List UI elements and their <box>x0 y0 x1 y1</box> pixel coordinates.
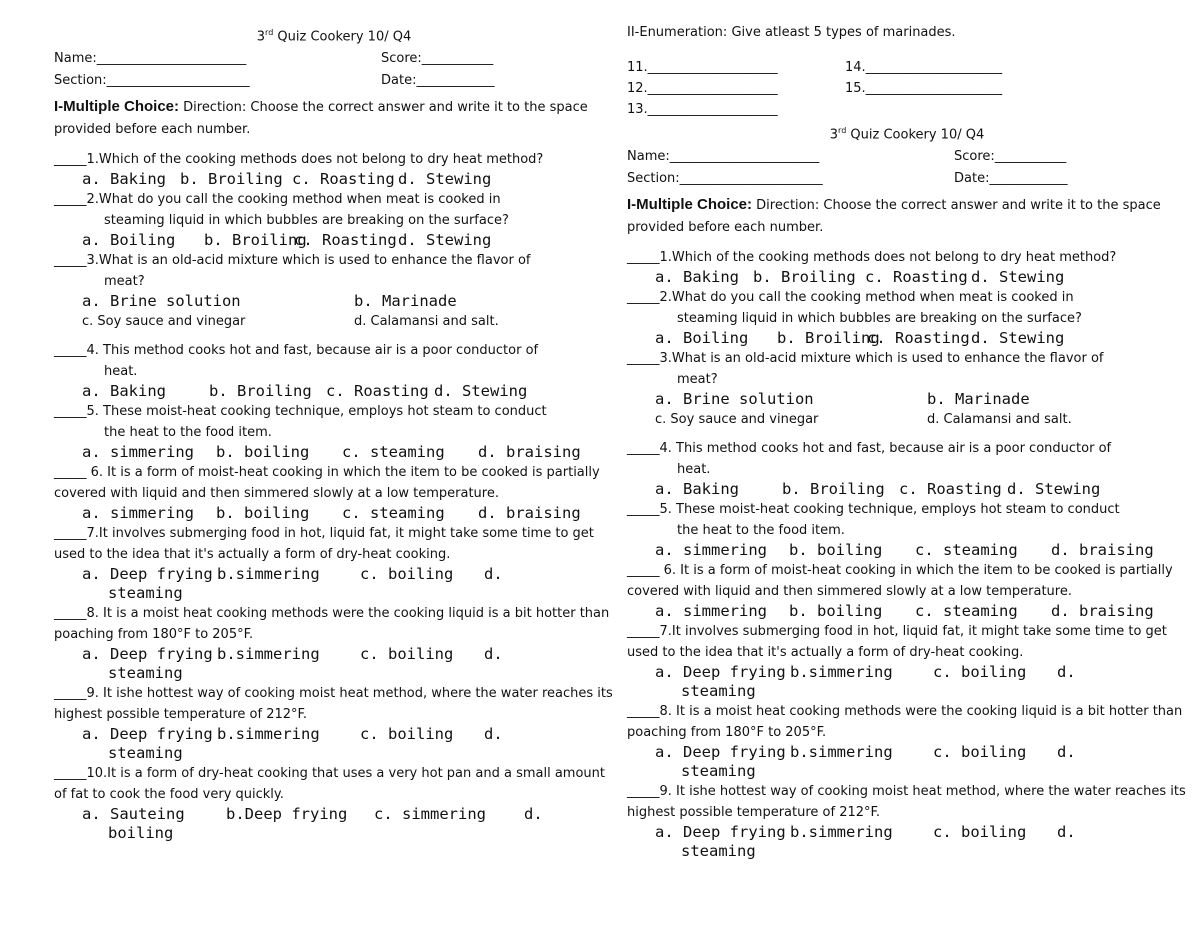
answer-12[interactable]: 12.____________________ <box>627 81 778 96</box>
choices-2: a. Boiling b. Broiling c. Roasting d. Stewing <box>655 329 1065 348</box>
section-field[interactable]: Section:______________________ <box>627 171 823 187</box>
choices-5: a. simmering b. boiling c. steaming d. braising <box>655 541 1154 560</box>
enumeration-heading: II-Enumeration: Give atleast 5 types of marinades. <box>627 25 956 40</box>
enumeration-row <box>627 57 1187 78</box>
choices-3: a. Brine solution b. Marinade c. Soy sauce and vinegar d. Calamansi and salt. <box>82 292 499 330</box>
choices-7: a. Deep frying b.simmering c. boiling d. steaming <box>82 565 503 603</box>
answer-14[interactable]: 14._____________________ <box>845 60 1003 75</box>
quiz-left-copy <box>54 22 614 843</box>
question-6: _____ 6. It is a form of moist-heat cooking in which the item to be cooked is partially covered with liquid and then simmered slowly at a low temperature. <box>54 465 600 502</box>
mc-instructions: I-Multiple Choice: Direction: Choose the correct answer and write it to the space provided before each number. <box>627 196 1161 236</box>
score-field[interactable]: Score:___________ <box>381 51 494 67</box>
quiz-title: 3rd Quiz Cookery 10/ Q4 <box>829 126 985 143</box>
answer-13[interactable]: 13.____________________ <box>627 102 778 117</box>
question-1: _____1.Which of the cooking methods does not belong to dry heat method? <box>54 152 544 168</box>
question-2: _____2.What do you call the cooking method when meat is cooked in steaming liquid in which bubbles are breaking on the surface? <box>627 290 1082 327</box>
choices-4: a. Baking b. Broiling c. Roasting d. Stewing <box>82 382 528 401</box>
name-field[interactable]: Name:_______________________ <box>54 51 247 67</box>
question-7: _____7.It involves submerging food in hot, liquid fat, it might take some time to get used to the idea that it's actually a form of dry-heat cooking. <box>54 526 594 563</box>
score-field[interactable]: Score:___________ <box>954 149 1067 165</box>
choices-7: a. Deep frying b.simmering c. boiling d. steaming <box>655 663 1076 701</box>
quiz-title: 3rd Quiz Cookery 10/ Q4 <box>256 28 412 45</box>
answer-15[interactable]: 15._____________________ <box>845 81 1003 96</box>
choices-9: a. Deep frying b.simmering c. boiling d. steaming <box>655 823 1076 861</box>
name-field[interactable]: Name:_______________________ <box>627 149 820 165</box>
question-3: _____3.What is an old-acid mixture which is used to enhance the flavor of meat? <box>627 351 1104 388</box>
question-5: _____5. These moist-heat cooking technique, employs hot steam to conduct the heat to the food item. <box>54 404 547 441</box>
mc-instructions: I-Multiple Choice: Direction: Choose the correct answer and write it to the space provided before each number. <box>54 98 588 138</box>
choices-6: a. simmering b. boiling c. steaming d. braising <box>655 602 1154 621</box>
question-2: _____2.What do you call the cooking method when meat is cooked in steaming liquid in which bubbles are breaking on the surface? <box>54 192 509 229</box>
date-field[interactable]: Date:____________ <box>954 171 1068 187</box>
answer-11[interactable]: 11.____________________ <box>627 60 778 75</box>
question-8: _____8. It is a moist heat cooking methods were the cooking liquid is a bit hotter than poaching from 180°F to 205°F. <box>54 606 610 643</box>
question-3: _____3.What is an old-acid mixture which is used to enhance the flavor of meat? <box>54 253 531 290</box>
choices-1: a. Baking b. Broiling c. Roasting d. Stewing <box>82 170 492 189</box>
quiz-right-copy <box>627 22 1187 861</box>
question-8: _____8. It is a moist heat cooking methods were the cooking liquid is a bit hotter than poaching from 180°F to 205°F. <box>627 704 1183 741</box>
enumeration-row <box>627 99 1187 120</box>
enumeration-row <box>627 78 1187 99</box>
question-4: _____4. This method cooks hot and fast, because air is a poor conductor of heat. <box>627 441 1112 478</box>
choices-8: a. Deep frying b.simmering c. boiling d. steaming <box>655 743 1076 781</box>
question-5: _____5. These moist-heat cooking technique, employs hot steam to conduct the heat to the food item. <box>627 502 1120 539</box>
question-6: _____ 6. It is a form of moist-heat cooking in which the item to be cooked is partially covered with liquid and then simmered slowly at a low temperature. <box>627 563 1173 600</box>
choices-10: a. Sauteing b.Deep frying c. simmering d. boiling <box>82 805 543 843</box>
question-9: _____9. It ishe hottest way of cooking moist heat method, where the water reaches its highest possible temperature of 212°F. <box>627 784 1186 821</box>
choices-1: a. Baking b. Broiling c. Roasting d. Stewing <box>655 268 1065 287</box>
question-4: _____4. This method cooks hot and fast, because air is a poor conductor of heat. <box>54 343 539 380</box>
question-7: _____7.It involves submerging food in hot, liquid fat, it might take some time to get used to the idea that it's actually a form of dry-heat cooking. <box>627 624 1167 661</box>
section-field[interactable]: Section:______________________ <box>54 73 250 89</box>
question-9: _____9. It ishe hottest way of cooking moist heat method, where the water reaches its highest possible temperature of 212°F. <box>54 686 613 723</box>
choices-4: a. Baking b. Broiling c. Roasting d. Stewing <box>655 480 1101 499</box>
choices-5: a. simmering b. boiling c. steaming d. braising <box>82 443 581 462</box>
choices-6: a. simmering b. boiling c. steaming d. braising <box>82 504 581 523</box>
choices-8: a. Deep frying b.simmering c. boiling d. steaming <box>82 645 503 683</box>
choices-2: a. Boiling b. Broiling c. Roasting d. Stewing <box>82 231 492 250</box>
date-field[interactable]: Date:____________ <box>381 73 495 89</box>
choices-3: a. Brine solution b. Marinade c. Soy sauce and vinegar d. Calamansi and salt. <box>655 390 1072 428</box>
question-1: _____1.Which of the cooking methods does not belong to dry heat method? <box>627 250 1117 266</box>
choices-9: a. Deep frying b.simmering c. boiling d. steaming <box>82 725 503 763</box>
question-10: _____10.It is a form of dry-heat cooking that uses a very hot pan and a small amount of fat to cook the food very quickly. <box>54 766 605 803</box>
